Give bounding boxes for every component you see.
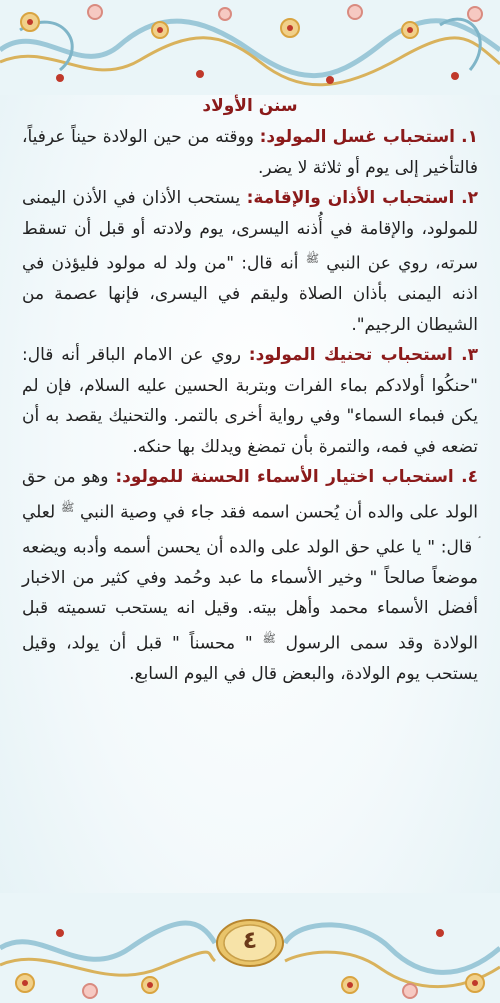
section-1-heading: ١. استحباب غسل المولود: — [259, 127, 478, 147]
section-1-text: ووقته من حين الولادة حيناً عرفياً، فالتأخير إلى يوم أو ثلاثة لا يضر. — [22, 127, 478, 178]
document-body — [22, 92, 478, 690]
section-4-text-1: وهو من حق الولد على والده أن يُحسن اسمه فقد جاء في وصية النبي — [22, 467, 478, 523]
section-2-text-2: أنه قال: "من ولد له مولود فليؤذن في اذنه اليمنى بأذان الصلاة وليقم في اليسرى، فإنها عصمة من الشيطان الرجيم". — [22, 253, 478, 335]
section-3-text: روي عن الامام الباقر أنه قال: "حنكُوا أولادكم بماء الفرات وبتربة الحسين عليه السلام، فإن لم يكن فبماء السماء" وفي رواية أخرى بالتمر. والتحنيك يقصد به أن تضعه في فمه، والتمرة بأن تمضغ ويدلك بها حنكه. — [22, 345, 478, 457]
pbuh-honorific-icon: ﷺ — [262, 631, 276, 645]
section-4-heading: ٤. استحباب اختيار الأسماء الحسنة للمولود: — [115, 467, 478, 488]
section-4-text-2: لعلي — [22, 502, 61, 523]
page-number: ٤ — [242, 926, 258, 954]
section-2-heading: ٢. استحباب الأذان والإقامة: — [246, 188, 478, 208]
section-3-heading: ٣. استحباب تحنيك المولود: — [248, 345, 478, 366]
section-4 — [22, 462, 478, 689]
section-3 — [22, 340, 478, 462]
page-number-badge — [215, 918, 285, 968]
section-2-text-1: يستحب الأذان في الأذن اليمنى للمولود، والإقامة في أُذنه اليسرى، يوم ولادته أو قبل أن تسقط سرته، روي عن النبي — [22, 188, 478, 274]
section-1 — [22, 122, 478, 183]
section-4-text-4: " محسناً " قبل أن يولد، وقيل يستحب يوم الولادة، والبعض قال في اليوم السابع. — [22, 633, 478, 685]
pbuh-honorific-icon: ﷺ — [305, 252, 319, 265]
section-2 — [22, 183, 478, 340]
floral-border-top-icon — [0, 0, 500, 95]
section-4-text-3: قال: " يا علي حق الولد على والده أن يحسن أسمه وأدبه ويضعه موضعاً صالحاً " وخير الأسماء ما عبد وحُمد وفي كثير من الاخبار أفضل الأسماء محمد وأهل بيته. وقيل انه يستحب تسميته قبل الولادة وقد سمى الرسول — [22, 537, 478, 654]
page-title: سنن الأولاد — [202, 96, 298, 116]
pbuh-honorific-icon: ﷺ — [60, 500, 75, 514]
